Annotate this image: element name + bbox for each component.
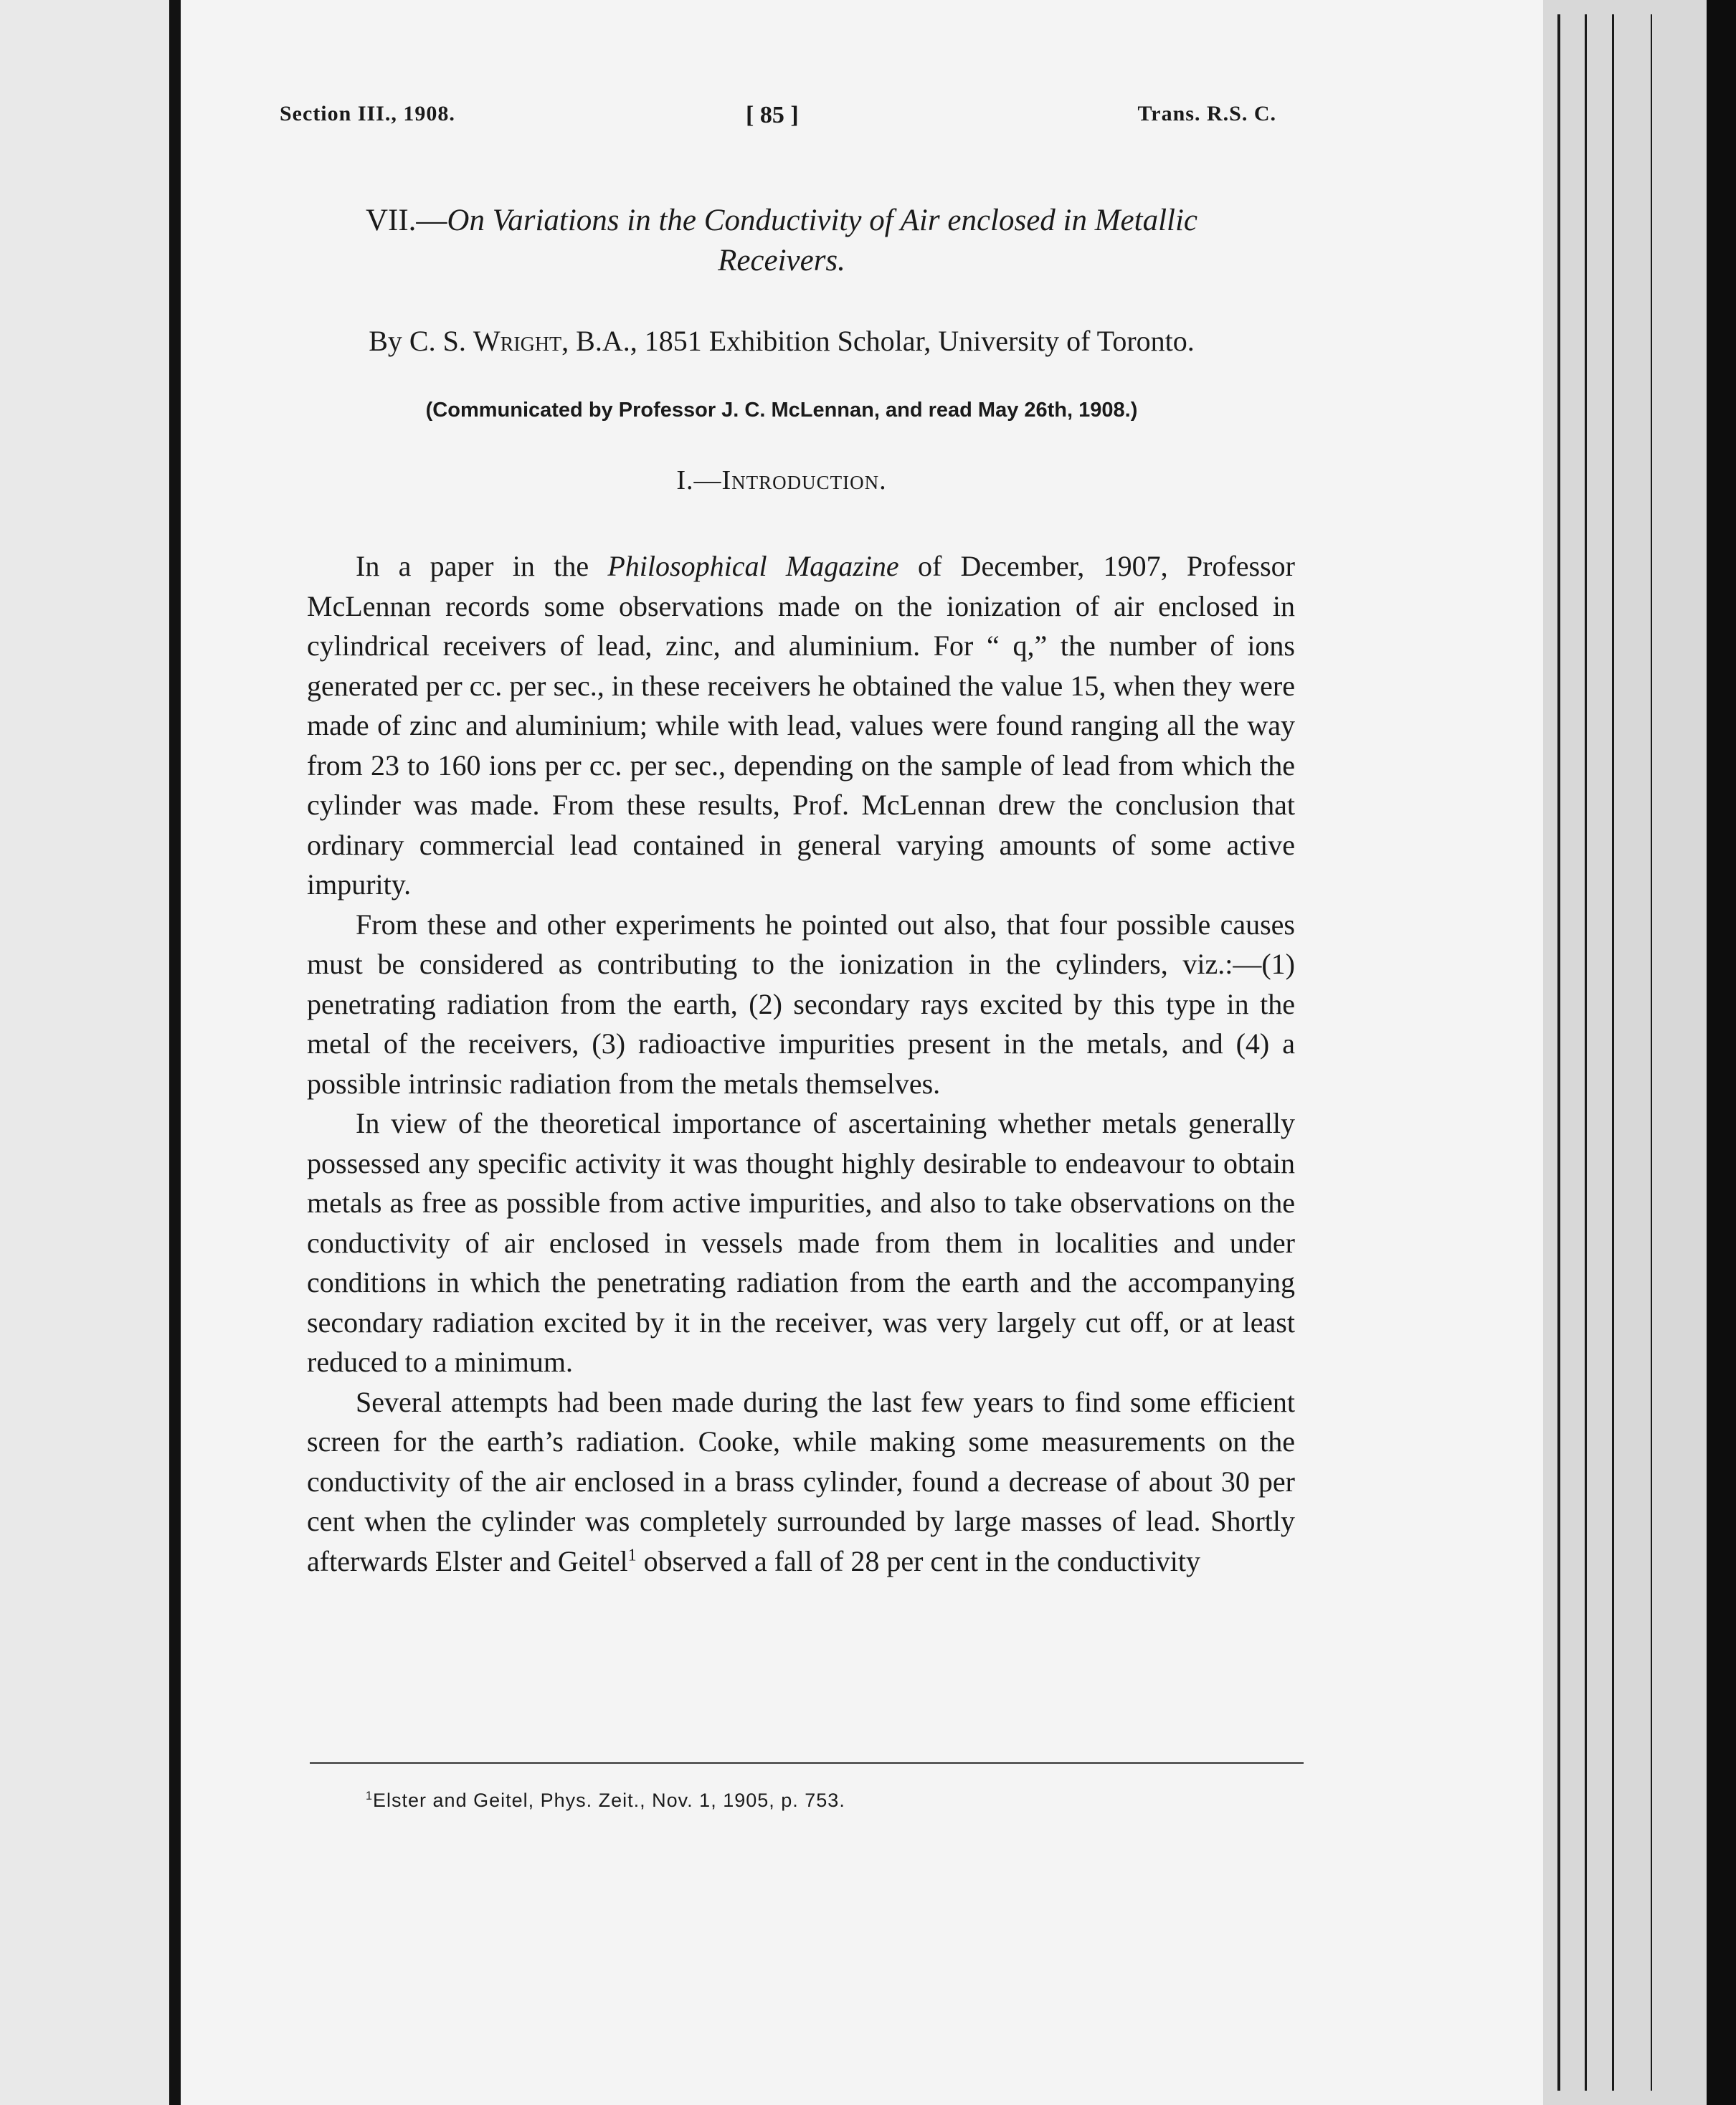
footnote <box>366 1790 1298 1812</box>
page-edge-line <box>1612 14 1614 2091</box>
title-line-1: On Variations in the Conductivity of Air enclosed in Metallic <box>447 204 1198 237</box>
paragraph-1 <box>307 546 1295 905</box>
paragraph-4-rest: observed a fall of 28 per cent in the conductivity <box>636 1544 1200 1577</box>
page-edge-line <box>1651 14 1652 2091</box>
footnote-rule <box>310 1762 1304 1764</box>
title-numeral: VII.— <box>365 204 447 237</box>
body-text <box>307 546 1295 1581</box>
facing-page-edge <box>0 0 169 2105</box>
running-header <box>280 102 1276 130</box>
author-name: Wright <box>473 325 562 357</box>
paragraph-3: In view of the theoretical importance of ascertaining whether metals generally possessed any specific activity it was thought highly desirable to endeavour to obtain metals as free as possible from active impurities, and also to take observations on the conductivity of air enclosed in vessels made from them in localities and under conditions in which the penetrating radiation from the earth and the accompanying secondary radiation excited by it in the receiver, was very largely cut off, or at least reduced to a minimum. <box>307 1107 1295 1378</box>
title-line-2: Receivers. <box>718 244 845 277</box>
paragraph-1-rest: of December, 1907, Professor McLennan records some observations made on the ionization of air enclosed in cylindrical receivers of lead, zinc, and aluminium. For “ q,” the number of ions generated per cc. per sec., in these receivers he obtained the value 15, when they were made of zinc and aluminium; while with lead, values were found ranging all the way from 23 to 160 ions per cc. per sec., depending on the sample of lead from which the cylinder was made. From these results, Prof. McLennan drew the conclusion that ordinary commercial lead contained in general varying amounts of some active impurity. <box>307 550 1295 901</box>
scan-border <box>1707 0 1736 2105</box>
paragraph-2: From these and other experiments he pointed out also, that four possible causes must be considered as contributing to the ionization in the cylinders, viz.:—(1) penetrating radiation from the earth, (2) secondary rays excited by this type in the metal of the receivers, (3) radioactive impurities present in the metals, and (4) a possible intrinsic radiation from the metals themselves. <box>307 908 1295 1100</box>
communication-note: (Communicated by Professor J. C. McLennan, and read May 26th, 1908.) <box>425 399 1138 422</box>
paper-title <box>287 201 1276 281</box>
book-gutter <box>169 0 181 2105</box>
author-affiliation: , B.A., 1851 Exhibition Scholar, University of Toronto. <box>561 325 1195 357</box>
author-line <box>287 324 1276 358</box>
page-edge-line <box>1585 14 1587 2091</box>
footnote-mark: 1 <box>366 1790 374 1802</box>
author-prefix: By C. S. <box>369 325 473 357</box>
paragraph-4 <box>307 1382 1295 1582</box>
page-number: [ 85 ] <box>746 102 799 128</box>
page-edge-line <box>1557 14 1560 2091</box>
footnote-ref: 1 <box>627 1546 637 1565</box>
paragraph-4-start: Several attempts had been made during the last few years to find some efficient screen for the earth’s radiation. Cooke, while making some measurements on the conductivity of the air enclosed in a brass cylinder, found a decrease of about 30 per cent when the cylinder was completely surrounded by large masses of lead. Shortly afterwards Elster and Geitel <box>307 1385 1295 1577</box>
paragraph-1-start: In a paper in the <box>356 550 608 582</box>
header-journal: Trans. R.S. C. <box>1137 102 1276 125</box>
header-section: Section III., 1908. <box>280 102 455 125</box>
section-heading: I.—Introduction. <box>676 465 887 495</box>
journal-name: Philosophical Magazine <box>607 550 899 582</box>
footnote-text: Elster and Geitel, Phys. Zeit., Nov. 1, 1905, p. 753. <box>373 1790 845 1811</box>
